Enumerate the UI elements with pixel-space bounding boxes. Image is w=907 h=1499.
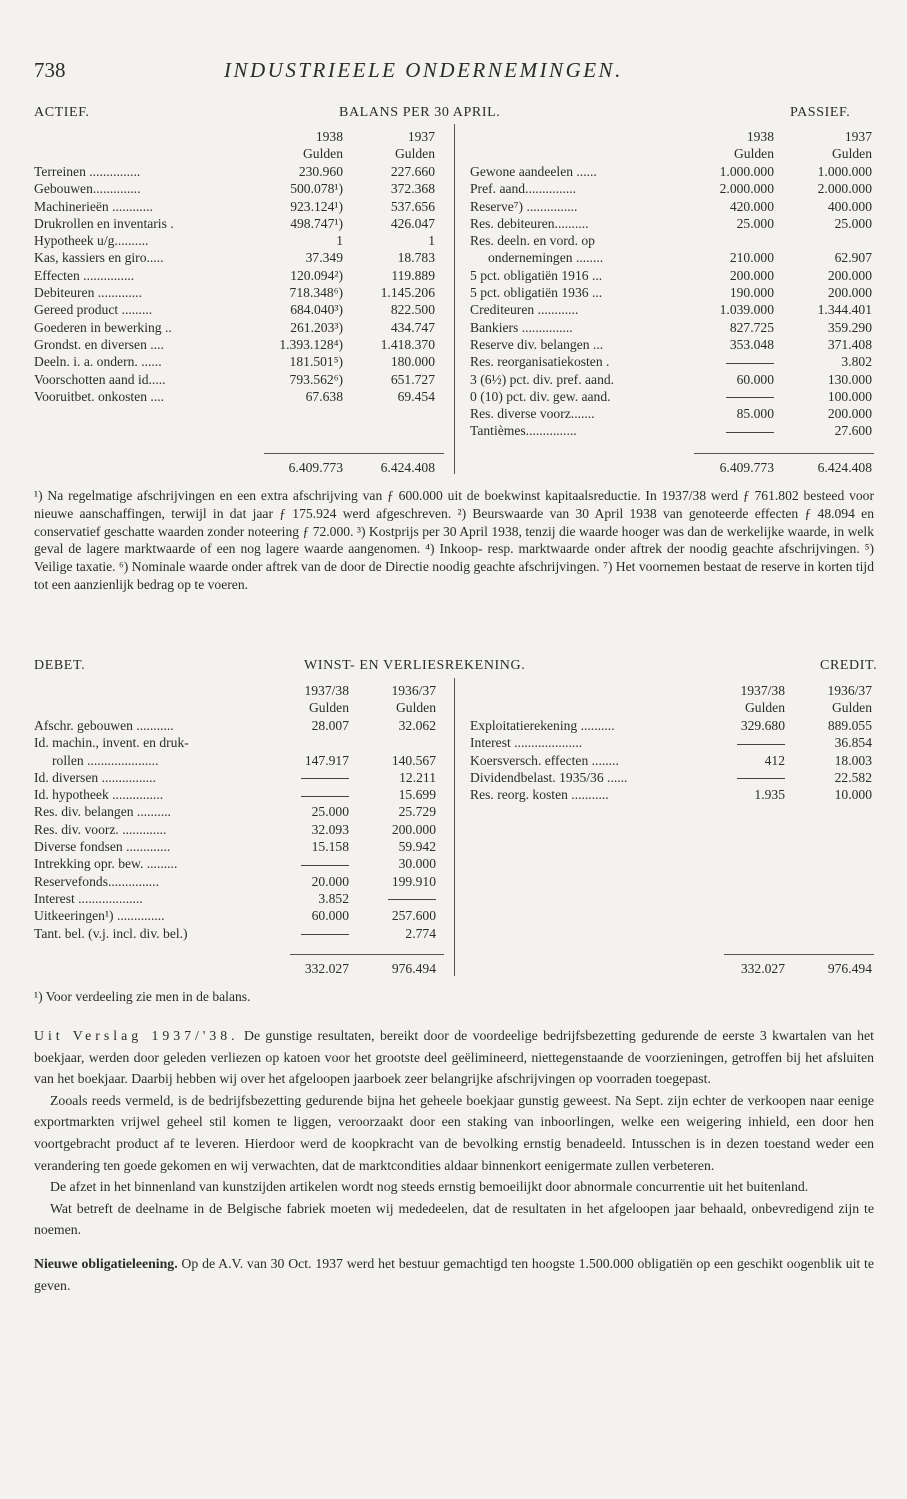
page-header: [34, 58, 874, 88]
debet-row: [34, 734, 444, 751]
debet-label: Diverse fondsen .............: [34, 839, 171, 855]
actief-value: 18.783: [397, 250, 435, 266]
actief-value: 1.145.206: [380, 285, 435, 301]
passief-value: 190.000: [729, 285, 774, 301]
debet-value: [274, 769, 349, 786]
debet-value: 32.062: [398, 718, 436, 733]
actief-value: 261.203³): [290, 319, 343, 335]
debet-value: 147.917: [304, 752, 349, 768]
actief-label: Gebouwen..............: [34, 181, 141, 197]
passief-value: 100.000: [827, 388, 872, 404]
debet-value: [274, 855, 349, 872]
actief-value: 923.124¹): [290, 198, 343, 214]
passief-value: 1.344.401: [817, 302, 872, 318]
dash-mark: [301, 796, 349, 797]
actief-row: [34, 163, 444, 180]
passief-label: Tantièmes...............: [470, 423, 577, 439]
debet-label: Interest ...................: [34, 890, 143, 906]
actief-total-rule: [264, 453, 444, 454]
passief-label: Crediteuren ............: [470, 302, 579, 318]
actief-label: Hypotheek u/g..........: [34, 233, 149, 249]
obligatie-heading: Nieuwe obligatieleening.: [34, 1255, 178, 1271]
debet-label: Id. machin., invent. en druk-: [34, 735, 189, 751]
actief-row: [34, 267, 444, 284]
winst-footnote-text: ¹) Voor verdeeling zie men in de balans.: [34, 989, 251, 1004]
dash-mark: [737, 778, 785, 779]
passief-value: 400.000: [827, 198, 872, 214]
actief-row: [34, 353, 444, 370]
passief-total-row: 6.409.773 6.424.408: [719, 460, 872, 475]
credit-value: 18.003: [834, 752, 872, 768]
passief-row: [470, 319, 874, 336]
passief-value: [690, 422, 774, 439]
passief-row: [470, 405, 874, 422]
page-number: 738: [34, 58, 66, 82]
passief-label: Reserve div. belangen ...: [470, 336, 604, 352]
actief-label: Goederen in bewerking ..: [34, 319, 172, 335]
passief-value: 25.000: [834, 215, 872, 231]
actief-header: 1938 1937 Gulden Gulden: [302, 129, 435, 162]
passief-value: [690, 388, 774, 405]
passief-value: 62.907: [834, 250, 872, 266]
passief-value: 2.000.000: [719, 181, 774, 197]
actief-value: 793.562⁶): [289, 371, 343, 387]
passief-label: Reserve⁷) ...............: [470, 198, 578, 214]
credit-header: 1937/38 1936/37 Gulden Gulden: [740, 683, 872, 716]
page: [34, 0, 878, 1499]
debet-row: [34, 907, 444, 924]
actief-value: 119.889: [391, 267, 435, 283]
report-paragraph-5-text: Op de A.V. van 30 Oct. 1937 werd het bestuur gemachtigd ten hoogste 1.500.000 obligatiën op een geschikt oogenblik uit te geven.: [34, 1255, 874, 1293]
credit-total-row: 332.027 976.494: [740, 961, 872, 976]
debet-value: 28.007: [311, 718, 349, 733]
actief-value: 372.368: [390, 181, 435, 197]
passief-label: 3 (6½) pct. div. pref. aand.: [470, 371, 615, 387]
passief-row: [470, 353, 874, 370]
debet-label: Id. diversen ................: [34, 769, 156, 785]
debet-total-rule: [290, 954, 444, 955]
debet-value: 257.600: [391, 908, 436, 924]
debet-row: [34, 821, 444, 838]
running-title: INDUSTRIEELE ONDERNEMINGEN.: [224, 58, 623, 82]
passief-row: [470, 232, 874, 249]
passief-row: [470, 284, 874, 301]
dash-mark: [301, 865, 349, 866]
balance-caption: BALANS PER 30 APRIL.: [339, 105, 501, 120]
actief-label: Effecten ...............: [34, 267, 135, 283]
actief-value: 181.501⁵): [289, 354, 343, 370]
debet-value: [350, 890, 436, 907]
credit-total-rule: [724, 954, 874, 955]
credit-value: 1.935: [754, 787, 785, 803]
passief-value: 827.725: [729, 319, 774, 335]
passief-row: [470, 388, 874, 405]
passief-value: 25.000: [736, 215, 774, 231]
passief-label: Res. diverse voorz.......: [470, 406, 595, 422]
passief-value: 3.802: [841, 354, 872, 370]
report-paragraph-2: Zooals reeds vermeld, is de bedrijfsbezetting gedurende bijna het geheele boekjaar gunstig geweest. Na Sept. zijn echter de verkoopen naar eenige exportmarkten vrijwel geheel stil komen te liggen, veroorzaakt door een staking van inboorlingen, welke een weigering inhield, een door hen voortgebracht product af te leveren. Hierdoor werd de koopkracht van de bevolking ernstig benadeeld. Intusschen is in dezen toestand weder een verandering ten goede gekomen en wij verwachten, dat de marktcondities aldaar binnenkort eenigermate zullen verbeteren.: [34, 1092, 874, 1173]
report-paragraph-4: Wat betreft de deelname in de Belgische fabriek moeten wij mededeelen, dat de resultaten in het afgeloopen jaar behaald, onbevredigend zijn te noemen.: [34, 1200, 874, 1238]
passief-label: 5 pct. obligatiën 1936 ...: [470, 285, 603, 301]
passief-label: Pref. aand...............: [470, 181, 577, 197]
debet-value: 2.774: [405, 925, 436, 941]
actief-row: [34, 388, 444, 405]
passief-value: 1.000.000: [817, 164, 872, 179]
actief-row: [34, 232, 444, 249]
debet-label: Reservefonds...............: [34, 873, 159, 889]
credit-value: 889.055: [827, 718, 872, 733]
credit-label: Exploitatierekening ..........: [470, 718, 615, 733]
debet-total-row: 332.027 976.494: [304, 961, 436, 976]
dash-mark: [726, 432, 774, 433]
debet-row: [34, 873, 444, 890]
passief-row: [470, 215, 874, 232]
passief-label: Res. reorganisatiekosten .: [470, 354, 610, 370]
passief-value: 210.000: [729, 250, 774, 266]
dash-mark: [301, 934, 349, 935]
credit-label: Res. reorg. kosten ...........: [470, 787, 609, 803]
debet-row: [34, 717, 444, 734]
actief-value: 37.349: [305, 250, 343, 266]
debet-value: 200.000: [391, 821, 436, 837]
actief-value: 227.660: [390, 164, 435, 179]
passief-label: ondernemingen ........: [488, 250, 604, 266]
passief-value: 371.408: [827, 336, 872, 352]
passief-row: [470, 371, 874, 388]
actief-table: [34, 163, 444, 405]
actief-value: 1.418.370: [380, 336, 435, 352]
debet-header: 1937/38 1936/37 Gulden Gulden: [304, 683, 436, 716]
debet-value: 15.158: [311, 839, 349, 855]
passief-value: 353.048: [729, 336, 774, 352]
debet-value: 140.567: [391, 752, 436, 768]
debet-value: 3.852: [318, 890, 349, 906]
actief-value: 69.454: [397, 388, 435, 404]
debet-value: 25.000: [311, 804, 349, 820]
passief-table: [470, 163, 874, 440]
passief-row: [470, 267, 874, 284]
passief-value: 420.000: [729, 198, 774, 214]
credit-table: [470, 717, 874, 803]
credit-row: [470, 786, 874, 803]
actief-caption: ACTIEF.: [34, 105, 90, 120]
actief-label: Kas, kassiers en giro.....: [34, 250, 164, 266]
debet-value: 20.000: [311, 873, 349, 889]
dash-mark: [737, 744, 785, 745]
debet-label: Res. div. belangen ..........: [34, 804, 171, 820]
winst-divider: [454, 678, 455, 976]
actief-row: [34, 249, 444, 266]
debet-row: [34, 752, 444, 769]
passief-row: [470, 422, 874, 439]
passief-label: Gewone aandeelen ......: [470, 164, 597, 179]
credit-value: 412: [764, 752, 785, 768]
balance-footnote-text: ¹) Na regelmatige afschrijvingen en een extra afschrijving van ƒ 600.000 uit de boekwinst kapitaalsreductie. In 1937/38 werd ƒ 761.802 besteed voor nieuwe aanschaffingen, terwijl in dat jaar ƒ 175.924 werd afgeschreven. ²) Beurswaarde van 30 April 1938 van genoteerde effecten ƒ 48.094 en conservatief geschatte waarden zonder noteering ƒ 72.000. ³) Kostprijs per 30 April 1938, tenzij die waarde hooger was dan de werkelijke waarde, in welk geval de lagere marktwaarde of een nog lagere waarde aangenomen. ⁴) Inkoop- resp. marktwaarde onder aftrek der noodig geachte afschrijvingen. ⁵) Veilige taxatie. ⁶) Nominale waarde onder aftrek van de door de Directie noodig geachte afschrijvingen. ⁷) Het voornemen bestaat de reserve in korten tijd tot een aanzienlijk bedrag op te voeren.: [34, 488, 874, 592]
debet-value: 30.000: [398, 856, 436, 872]
actief-label: Vooruitbet. onkosten ....: [34, 388, 165, 404]
actief-value: 500.078¹): [290, 181, 343, 197]
passief-value: [690, 353, 774, 370]
debet-table: [34, 717, 444, 942]
actief-value: 434.747: [390, 319, 435, 335]
report-paragraph-1: [34, 1025, 874, 1090]
debet-label: Intrekking opr. bew. .........: [34, 856, 178, 872]
debet-label: Afschr. gebouwen ...........: [34, 718, 174, 733]
actief-value: 1: [428, 233, 435, 249]
actief-row: [34, 198, 444, 215]
passief-header: 1938 1937 Gulden Gulden: [733, 129, 872, 162]
balance-divider: [454, 124, 455, 474]
actief-label: Voorschotten aand id.....: [34, 371, 166, 387]
actief-label: Machinerieën ............: [34, 198, 153, 214]
debet-label: Tant. bel. (v.j. incl. div. bel.): [34, 925, 188, 941]
winst-footnote: [34, 988, 874, 1006]
passief-total-rule: [694, 453, 874, 454]
debet-label: rollen .....................: [52, 752, 159, 768]
report-text: [34, 1025, 874, 1296]
passief-label: Res. debiteuren..........: [470, 215, 589, 231]
actief-value: 498.747¹): [290, 215, 343, 231]
actief-value: 537.656: [390, 198, 435, 214]
actief-label: Grondst. en diversen ....: [34, 336, 164, 352]
actief-total-row: 6.409.773 6.424.408: [288, 460, 435, 475]
passief-label: Res. deeln. en vord. op: [470, 233, 595, 249]
credit-row: [470, 717, 874, 734]
credit-caption: CREDIT.: [820, 658, 878, 673]
credit-value: 329.680: [740, 718, 785, 733]
passief-row: [470, 163, 874, 180]
passief-row: [470, 336, 874, 353]
actief-row: [34, 371, 444, 388]
actief-label: Deeln. i. a. ondern. ......: [34, 354, 162, 370]
credit-label: Interest ....................: [470, 735, 583, 751]
debet-label: Uitkeeringen¹) ..............: [34, 908, 165, 924]
dash-mark: [726, 363, 774, 364]
debet-row: [34, 786, 444, 803]
debet-value: 25.729: [398, 804, 436, 820]
passief-value: 200.000: [827, 267, 872, 283]
passief-value: 200.000: [827, 406, 872, 422]
debet-row: [34, 855, 444, 872]
actief-row: [34, 215, 444, 232]
passief-value: 27.600: [834, 423, 872, 439]
passief-value: 2.000.000: [817, 181, 872, 197]
actief-value: 1.393.128⁴): [279, 336, 343, 352]
actief-label: Gereed product .........: [34, 302, 153, 318]
credit-label: Dividendbelast. 1935/36 ......: [470, 769, 628, 785]
actief-value: 230.960: [298, 164, 343, 179]
actief-value: 651.727: [390, 371, 435, 387]
actief-value: 67.638: [305, 388, 343, 404]
actief-value: 684.040³): [290, 302, 343, 318]
debet-row: [34, 925, 444, 942]
debet-label: Res. div. voorz. .............: [34, 821, 167, 837]
passief-value: 1.000.000: [719, 164, 774, 179]
credit-value: [710, 734, 785, 751]
passief-label: 5 pct. obligatiën 1916 ...: [470, 267, 603, 283]
debet-row: [34, 769, 444, 786]
balance-footnotes: [34, 487, 874, 594]
debet-value: 12.211: [399, 769, 436, 785]
actief-value: 120.094²): [290, 267, 343, 283]
credit-value: [710, 769, 785, 786]
actief-row: [34, 301, 444, 318]
actief-label: Drukrollen en inventaris .: [34, 215, 174, 231]
credit-row: [470, 769, 874, 786]
actief-row: [34, 336, 444, 353]
debet-value: 199.910: [391, 873, 436, 889]
debet-value: [274, 786, 349, 803]
credit-value: 10.000: [834, 787, 872, 803]
dash-mark: [388, 899, 436, 900]
passief-caption: PASSIEF.: [790, 105, 851, 120]
passief-value: 359.290: [827, 319, 872, 335]
debet-value: 15.699: [398, 787, 436, 803]
credit-value: 22.582: [834, 769, 872, 785]
passief-value: 200.000: [827, 285, 872, 301]
actief-row: [34, 284, 444, 301]
credit-label: Koersversch. effecten ........: [470, 752, 619, 768]
report-paragraph-3: De afzet in het binnenland van kunstzijden artikelen wordt nog steeds ernstig bemoeilijkt door abnormale concurrentie uit het buitenland.: [50, 1179, 809, 1195]
report-heading: Uit Verslag 1937/'38.: [34, 1028, 239, 1043]
debet-row: [34, 890, 444, 907]
actief-value: 718.348⁶): [289, 285, 343, 301]
actief-value: 1: [336, 233, 343, 249]
passief-row: [470, 180, 874, 197]
actief-label: Debiteuren .............: [34, 285, 142, 301]
dash-mark: [301, 778, 349, 779]
passief-row: [470, 198, 874, 215]
debet-row: [34, 838, 444, 855]
debet-caption: DEBET.: [34, 658, 86, 673]
actief-value: 822.500: [390, 302, 435, 318]
passief-value: 85.000: [736, 406, 774, 422]
passief-value: 1.039.000: [719, 302, 774, 318]
actief-label: Terreinen ...............: [34, 164, 141, 179]
passief-value: 130.000: [827, 371, 872, 387]
winst-caption: WINST- EN VERLIESREKENING.: [304, 658, 526, 673]
actief-value: 426.047: [390, 215, 435, 231]
actief-row: [34, 180, 444, 197]
report-paragraph-5: [34, 1253, 874, 1296]
debet-value: [274, 925, 349, 942]
passief-row: [470, 301, 874, 318]
debet-value: 32.093: [311, 821, 349, 837]
report-paragraph-1-text: De gunstige resultaten, bereikt door de voordeelige bedrijfsbezetting gedurende de eerste 3 kwartalen van het boekjaar, werden door geleden verliezen op katoen voor het grootste deel geëlimineerd, niettegenstaande de voorzieningen, getroffen bij het afsluiten van het boekjaar. Daarbij hebben wij over het afgeloopen jaarboek zeer belangrijke afschrijvingen op voorraden toegepast.: [34, 1028, 874, 1087]
passief-label: Bankiers ...............: [470, 319, 573, 335]
credit-value: 36.854: [834, 735, 872, 751]
passief-value: 60.000: [736, 371, 774, 387]
actief-value: 180.000: [390, 354, 435, 370]
passief-label: 0 (10) pct. div. gew. aand.: [470, 388, 611, 404]
credit-row: [470, 734, 874, 751]
debet-row: [34, 803, 444, 820]
actief-row: [34, 319, 444, 336]
debet-value: 60.000: [311, 908, 349, 924]
passief-row: [470, 249, 874, 266]
debet-value: 59.942: [398, 839, 436, 855]
debet-label: Id. hypotheek ...............: [34, 787, 164, 803]
passief-value: 200.000: [729, 267, 774, 283]
credit-row: [470, 752, 874, 769]
dash-mark: [726, 397, 774, 398]
